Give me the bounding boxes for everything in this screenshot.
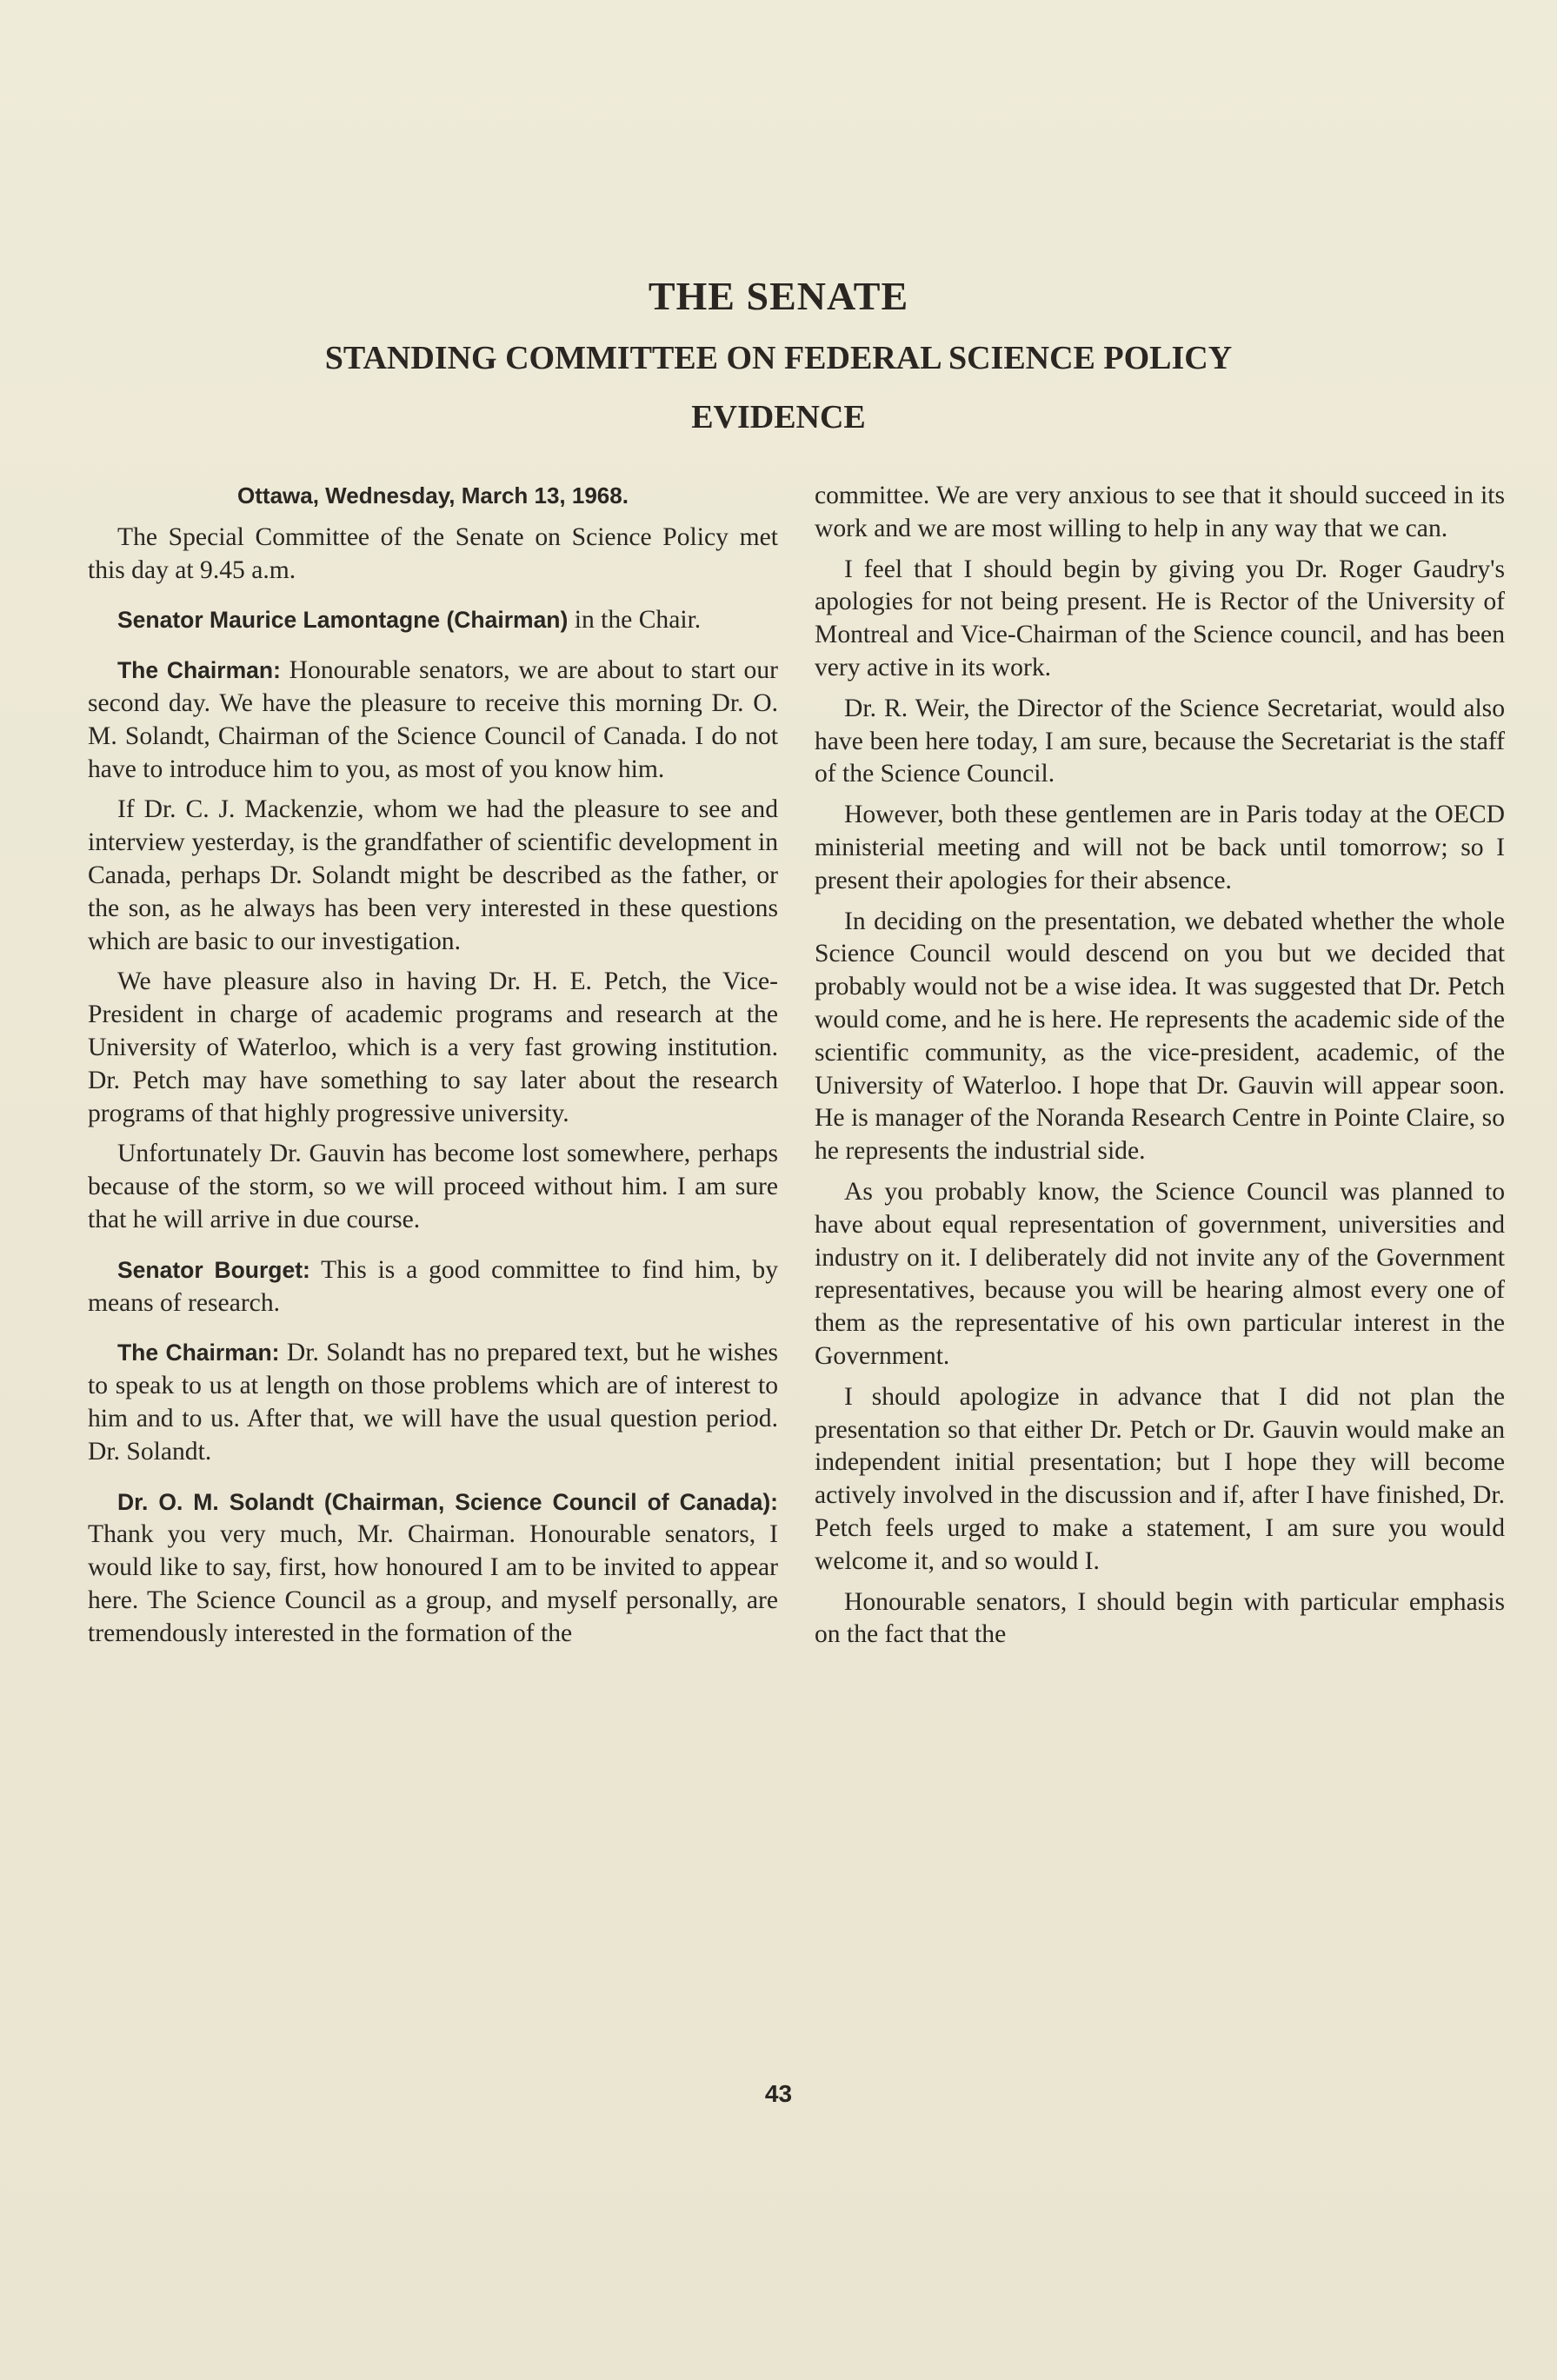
paragraph (88, 1254, 778, 1320)
paragraph-text: Honourable senators, we are about to start our second day. We have the pleasure to receive this morning Dr. O. M. Solandt, Chairman of the Science Council of Canada. I do not have to introduce him to you, as most of you know him. (88, 656, 778, 783)
paragraph: We have pleasure also in having Dr. H. E. Petch, the Vice-President in charge of academic programs and research at the University of Waterloo, which is a very fast growing institution. Dr. Petch may have something to say later about the research programs of that highly progressive university. (88, 967, 778, 1127)
paragraph: Dr. R. Weir, the Director of the Science Secretariat, would also have been here today, I am sure, because the Secretariat is the staff of the Science Council. (815, 694, 1505, 788)
paragraph: However, both these gentlemen are in Paris today at the OECD ministerial meeting and will not be back until tomorrow; so I present their apologies for their absence. (815, 801, 1505, 894)
paragraph: Honourable senators, I should begin with particular emphasis on the fact that the (815, 1587, 1505, 1649)
paragraph-text: Thank you very much, Mr. Chairman. Honourable senators, I would like to say, first, how honoured I am to be invited to appear here. The Science Council as a group, and myself personally, are tremendously interested in the formation of the (88, 1520, 778, 1647)
paragraph: The Special Committee of the Senate on Science Policy met this day at 9.45 a.m. (88, 522, 778, 584)
committee-subtitle: STANDING COMMITTEE ON FEDERAL SCIENCE POLICY (324, 340, 1233, 376)
paragraph (88, 655, 778, 786)
paragraph: Unfortunately Dr. Gauvin has become lost somewhere, perhaps because of the storm, so we will proceed without him. I am sure that he will arrive in due course. (88, 1140, 778, 1233)
page-title: THE SENATE (648, 274, 909, 318)
page-number: 43 (764, 2080, 793, 2107)
right-column (815, 480, 1505, 1659)
paragraph (88, 1486, 778, 1651)
paragraph (88, 1337, 778, 1468)
speaker-label: Senator Bourget: (117, 1256, 310, 1283)
paragraph-text: This is a good committee to find him, by means of research. (88, 1255, 778, 1317)
left-column (88, 480, 778, 1659)
speaker-label: The Chairman: (117, 657, 281, 684)
paragraph: committee. We are very anxious to see that it should succeed in its work and we are most willing to help in any way that we can. (815, 482, 1505, 542)
paragraph: In deciding on the presentation, we debated whether the whole Science Council would descend on you but we decided that probably would not be a wise idea. It was suggested that Dr. Petch would come, and he is here. He represents the academic side of the scientific community, as the vice-president, academic, of the University of Waterloo. I hope that Dr. Gauvin will appear soon. He is manager of the Noranda Research Centre in Pointe Claire, so he represents the industrial side. (815, 907, 1505, 1166)
speaker-label: Dr. O. M. Solandt (Chairman, Science Council of Canada): (117, 1488, 778, 1515)
paragraph: As you probably know, the Science Council was planned to have about equal representation of government, universities and industry on it. I deliberately did not invite any of the Government representatives, because you will be hearing almost every one of them as the representative of his own particular interest in the Government. (815, 1177, 1505, 1370)
paragraph-text: in the Chair. (568, 606, 702, 635)
speaker-label: The Chairman: (117, 1340, 280, 1366)
speaker-label: Senator Maurice Lamontagne (Chairman) (117, 607, 569, 634)
paragraph: I should apologize in advance that I did not plan the presentation so that either Dr. Petch or Dr. Gauvin would make an independent initial presentation; but I hope they will become actively involved in the discussion and if, after I have finished, Dr. Petch feels urged to make a statement, I am sure you would welcome it, and so would I. (815, 1382, 1505, 1575)
paragraph: I feel that I should begin by giving you Dr. Roger Gaudry's apologies for not being present. He is Rector of the University of Montreal and Vice-Chairman of the Science council, and has been very active in its work. (815, 555, 1505, 681)
paragraph (88, 604, 778, 637)
paragraph-text: Dr. Solandt has no prepared text, but he wishes to speak to us at length on those problems which are of interest to him and to us. After that, we will have the usual question period. Dr. Solandt. (88, 1339, 778, 1466)
section-heading: EVIDENCE (691, 399, 866, 435)
dateline: Ottawa, Wednesday, March 13, 1968. (237, 482, 629, 509)
paragraph: If Dr. C. J. Mackenzie, whom we had the pleasure to see and interview yesterday, is the grandfather of scientific development in Canada, perhaps Dr. Solandt might be described as the father, or the son, as he always has been very interested in these questions which are basic to our investigation. (88, 795, 778, 955)
